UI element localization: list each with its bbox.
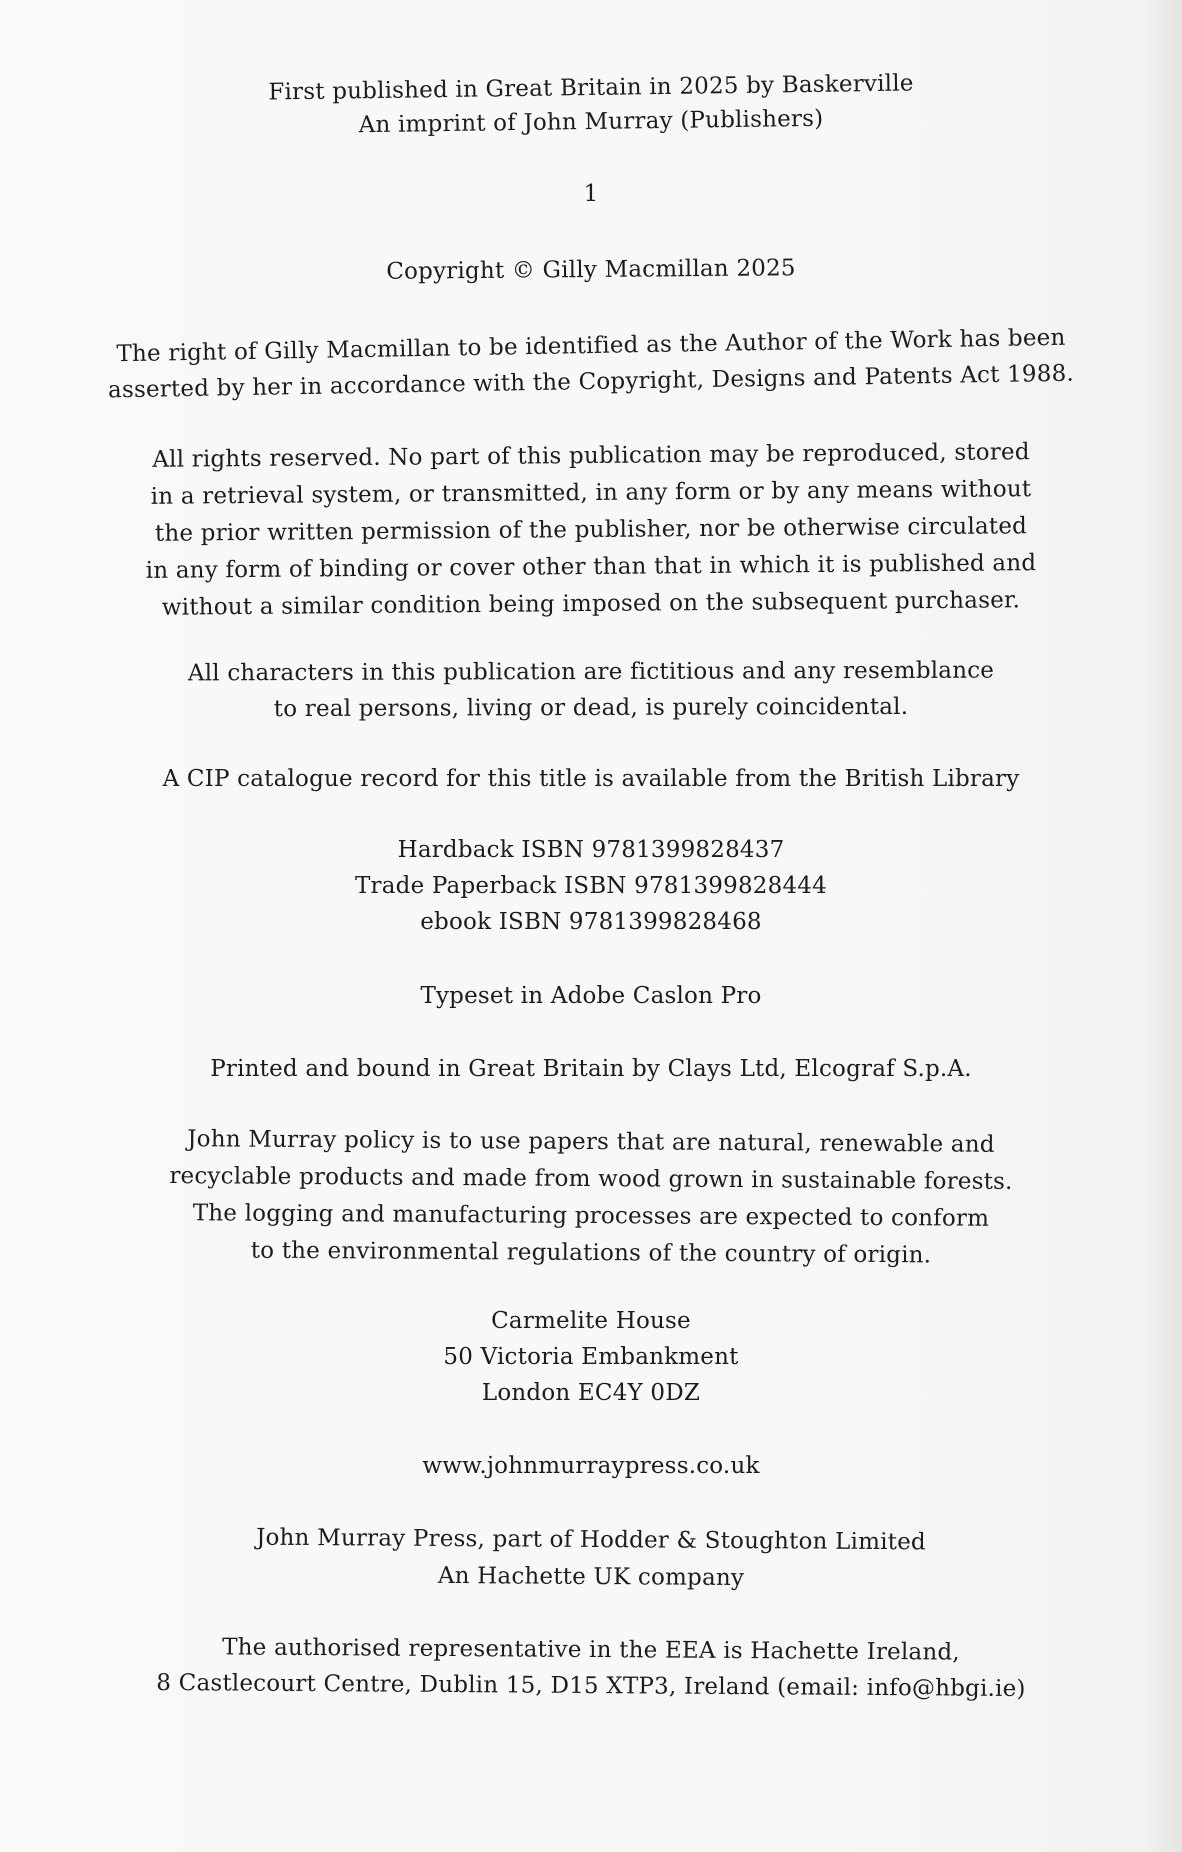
rights-reserved-line: without a similar condition being imposed on the subsequent purchaser. bbox=[161, 587, 1021, 621]
paper-policy-line: recyclable products and made from wood grown in sustainable forests. bbox=[169, 1163, 1013, 1195]
paper-policy-line: The logging and manufacturing processes are expected to conform bbox=[192, 1200, 990, 1232]
paper-policy-line: John Murray policy is to use papers that are natural, renewable and bbox=[187, 1126, 995, 1158]
imprint-line: An imprint of John Murray (Publishers) bbox=[358, 105, 824, 139]
isbn-ebook: ebook ISBN 9781399828468 bbox=[420, 909, 762, 935]
typeset-line: Typeset in Adobe Caslon Pro bbox=[420, 983, 762, 1009]
isbn-trade-paperback: Trade Paperback ISBN 9781399828444 bbox=[355, 873, 827, 899]
first-published-line: First published in Great Britain in 2025 by Baskerville bbox=[268, 70, 914, 106]
address-line: 50 Victoria Embankment bbox=[443, 1344, 739, 1370]
copyright-notice: Copyright © Gilly Macmillan 2025 bbox=[386, 255, 796, 285]
disclaimer-line: All characters in this publication are fictitious and any resemblance bbox=[187, 657, 995, 687]
moral-rights-line-2: asserted by her in accordance with the Copyright, Designs and Patents Act 1988. bbox=[107, 360, 1075, 404]
rights-reserved-line: the prior written permission of the publisher, nor be otherwise circulated bbox=[154, 513, 1028, 547]
company-line: An Hachette UK company bbox=[437, 1562, 745, 1592]
rights-reserved-line: in any form of binding or cover other than that in which it is published and bbox=[145, 550, 1037, 584]
company-line: John Murray Press, part of Hodder & Stoughton Limited bbox=[256, 1524, 926, 1556]
rights-reserved-line: All rights reserved. No part of this publication may be reproduced, stored bbox=[152, 439, 1030, 473]
eea-representative-line: The authorised representative in the EEA is Hachette Ireland, bbox=[222, 1634, 960, 1666]
cip-record: A CIP catalogue record for this title is available from the British Library bbox=[162, 766, 1020, 792]
address-line: Carmelite House bbox=[491, 1308, 691, 1334]
printed-line: Printed and bound in Great Britain by Clays Ltd, Elcograf S.p.A. bbox=[210, 1056, 972, 1082]
moral-rights-line-1: The right of Gilly Macmillan to be identified as the Author of the Work has been bbox=[116, 324, 1066, 368]
website-link[interactable]: www.johnmurraypress.co.uk bbox=[422, 1453, 760, 1479]
rights-reserved-line: in a retrieval system, or transmitted, in any form or by any means without bbox=[150, 476, 1032, 510]
disclaimer-line: to real persons, living or dead, is purely coincidental. bbox=[273, 693, 909, 723]
eea-representative-line: 8 Castlecourt Centre, Dublin 15, D15 XTP3, Ireland (email: info@hbgi.ie) bbox=[156, 1669, 1026, 1703]
printing-number: 1 bbox=[583, 181, 599, 207]
paper-policy-line: to the environmental regulations of the country of origin. bbox=[250, 1237, 932, 1269]
isbn-hardback: Hardback ISBN 9781399828437 bbox=[397, 837, 785, 863]
address-line: London EC4Y 0DZ bbox=[481, 1380, 701, 1406]
